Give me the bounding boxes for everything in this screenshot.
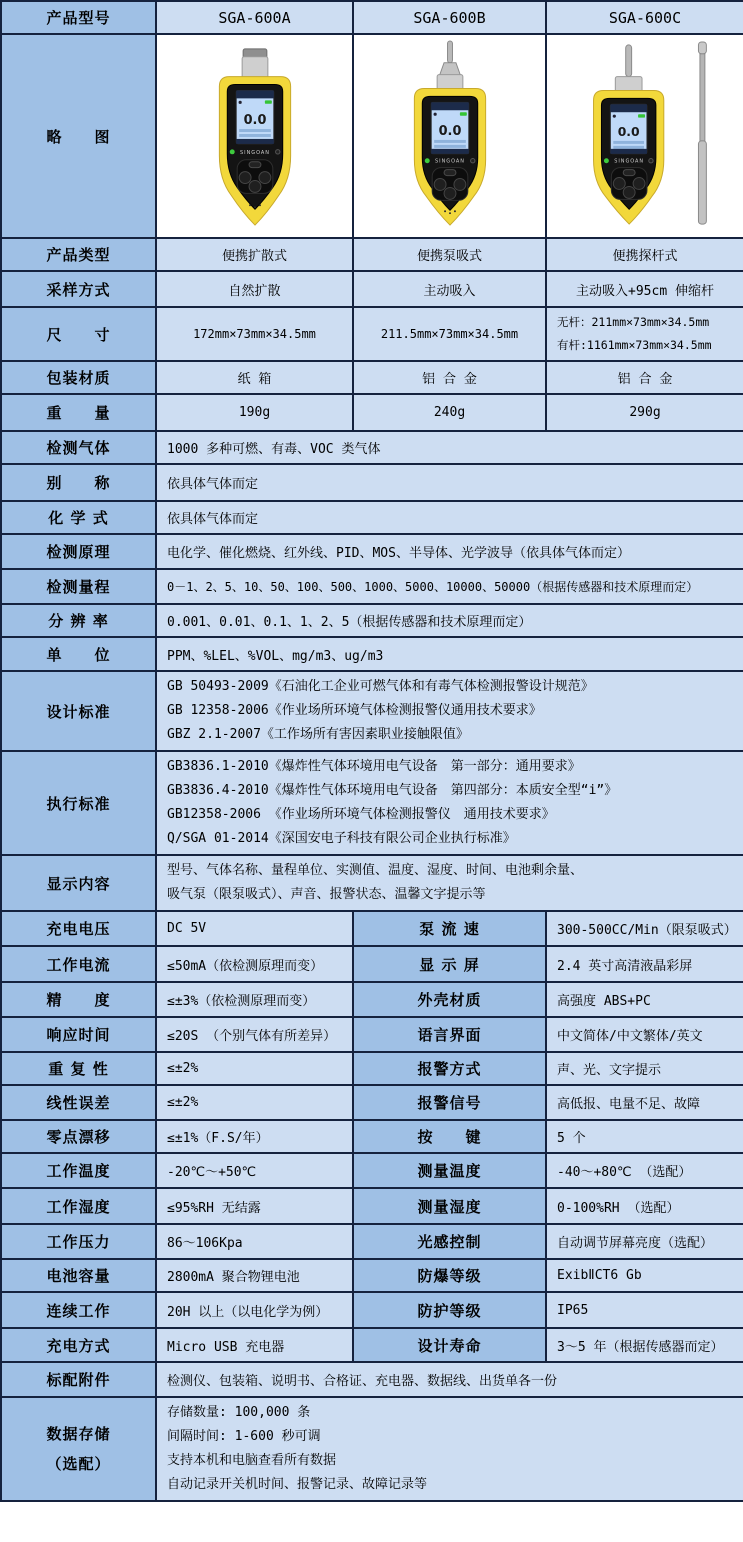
power-button-icon [649,159,653,163]
row-value: 型号、气体名称、量程单位、实测值、温度、湿度、时间、电池剩余量、 吸气泵（限泵吸式）、声音、报警状态、温馨文字提示等 [167,863,584,902]
row-label-right: 防护等级 [353,1292,546,1328]
row-label-left: 重 复 性 [1,1052,156,1085]
row-value: PPM、%LEL、%VOL、mg/m3、ug/m3 [156,637,743,671]
row-label-right: 测量湿度 [353,1188,546,1224]
sensor-cap [242,49,268,79]
row-label: 别 称 [1,464,156,501]
value-c: 无杆：211mm×73mm×34.5mm 有杆:1161mm×73mm×34.5mm [557,315,712,352]
row-working-current-display [1,946,743,982]
row-value-right: 2.4 英寸高清液晶彩屏 [546,946,743,982]
device-image-cell-c [546,34,743,238]
keypad [611,168,647,200]
model-name-c: SGA-600C [546,1,743,34]
row-value-right: 自动调节屏幕亮度（选配） [546,1224,743,1259]
enter-button [623,186,635,198]
row-working-humidity-measure-humidity [1,1188,743,1224]
row-value-left: ≤50mA（依检测原理而变） [156,946,353,982]
row-value-right: 高强度 ABS+PC [546,982,743,1017]
row-continuous-work-protection [1,1292,743,1328]
light-sensor-icon [275,150,279,154]
row-detected-gases [1,431,743,464]
row-value: 检测仪、包装箱、说明书、合格证、充电器、数据线、出货单各一份 [156,1362,743,1397]
right-button [633,178,645,190]
enter-button [444,187,456,199]
row-battery-explosion-proof [1,1259,743,1292]
device-image-sga-600a [180,37,330,231]
row-value-left: ≤20S （个别气体有所差异） [156,1017,353,1052]
row-product-model [1,1,743,34]
screen-reading: 0.0 [438,123,461,139]
row-packaging-material [1,361,743,394]
row-execution-standards [1,751,743,855]
row-value: GB3836.1-2010《爆炸性气体环境用电气设备 第一部分：通用要求》 GB3836.4-2010《爆炸性气体环境用电气设备 第四部分：本质安全型“i”》 GB12358-2006 《作业场所环境气体检测报警仪 通用技术要求》 Q/SGA 01-2014《深国安电子科技有限公司企业执行标准》 [167,759,618,846]
row-response-time-language [1,1017,743,1052]
row-sampling-method [1,271,743,307]
row-value-left: ≤±2% [156,1052,353,1085]
row-data-storage [1,1397,743,1501]
keypad [432,168,468,201]
row-label-left: 响应时间 [1,1017,156,1052]
battery-icon [638,114,645,117]
pump-probe [615,45,642,93]
value-a: 自然扩散 [156,271,353,307]
row-label-left: 工作电流 [1,946,156,982]
speaker-icon [613,115,616,118]
brand-logo: SINGOAN [239,149,270,156]
row-standard-accessories [1,1362,743,1397]
row-value-right: 中文简体/中文繁体/英文 [546,1017,743,1052]
row-working-pressure-light-control [1,1224,743,1259]
row-value-left: 20H 以上（以电化学为例） [156,1292,353,1328]
lcd-screen [236,90,274,143]
row-label: 显示内容 [1,855,156,911]
row-label-right: 外壳材质 [353,982,546,1017]
power-led [229,149,234,154]
row-value: 电化学、催化燃烧、红外线、PID、MOS、半导体、光学波导（依具体气体而定） [156,534,743,569]
row-label: 单 位 [1,637,156,671]
row-label-right: 设计寿命 [353,1328,546,1362]
row-zero-drift-buttons [1,1120,743,1153]
value-b: 240g [353,394,546,431]
row-value-right: ExibⅡCT6 Gb [546,1259,743,1292]
row-value-left: 86～106Kpa [156,1224,353,1259]
row-label-right: 测量温度 [353,1153,546,1188]
row-label-left: 工作湿度 [1,1188,156,1224]
menu-button [249,162,261,168]
pump-probe [437,41,463,90]
row-value-right: 高低报、电量不足、故障 [546,1085,743,1120]
row-label-left: 工作压力 [1,1224,156,1259]
keypad [237,160,273,194]
row-value: 依具体气体而定 [156,501,743,534]
left-button [434,179,446,191]
row-value: GB 50493-2009《石油化工企业可燃气体和有毒气体检测报警设计规范》 GB 12358-2006《作业场所环境气体检测报警仪通用技术要求》 GBZ 2.1-2007《工作场所有害因素职业接触限值》 [167,679,594,742]
row-alias [1,464,743,501]
row-value: 1000 多种可燃、有毒、VOC 类气体 [156,431,743,464]
row-charging-method-design-life [1,1328,743,1362]
row-label-right: 按 键 [353,1120,546,1153]
row-sketch [1,34,743,238]
row-label: 标配附件 [1,1362,156,1397]
row-units [1,637,743,671]
left-button [239,172,251,184]
brand-logo: SINGOAN [614,158,645,165]
screen-reading: 0.0 [243,113,266,129]
enter-button [249,181,261,193]
value-c: 便携探杆式 [546,238,743,271]
row-display-content [1,855,743,911]
row-label: 产品类型 [1,238,156,271]
model-name-a: SGA-600A [156,1,353,34]
row-product-type [1,238,743,271]
row-label-sketch: 略 图 [1,34,156,238]
row-label: 采样方式 [1,271,156,307]
row-label: 数据存储 （选配） [46,1425,111,1473]
row-value-left: ≤±1%（F.S/年） [156,1120,353,1153]
row-value-right: 300-500CC/Min（限泵吸式） [546,911,743,946]
row-value-left: ≤±2% [156,1085,353,1120]
model-name-b: SGA-600B [353,1,546,34]
row-value-left: ≤95%RH 无结露 [156,1188,353,1224]
row-label-product-model: 产品型号 [1,1,156,34]
row-label: 执行标准 [1,751,156,855]
value-c: 铝 合 金 [546,361,743,394]
battery-icon [459,112,466,115]
row-label: 化 学 式 [1,501,156,534]
value-c: 主动吸入+95cm 伸缩杆 [546,271,743,307]
row-label: 尺 寸 [1,307,156,361]
row-value-left: Micro USB 充电器 [156,1328,353,1362]
row-label: 分 辨 率 [1,604,156,637]
row-value-right: 3～5 年（根据传感器而定） [546,1328,743,1362]
row-label-right: 报警信号 [353,1085,546,1120]
battery-icon [264,100,271,103]
left-button [613,178,625,190]
row-value-left: ≤±3%（依检测原理而变） [156,982,353,1017]
row-label-right: 光感控制 [353,1224,546,1259]
value-b: 铝 合 金 [353,361,546,394]
row-label-left: 零点漂移 [1,1120,156,1153]
row-charging-voltage-pump-flow [1,911,743,946]
row-label-left: 工作温度 [1,1153,156,1188]
value-b: 便携泵吸式 [353,238,546,271]
row-detection-range [1,569,743,604]
row-label: 检测量程 [1,569,156,604]
row-value-right: 0-100%RH （选配） [546,1188,743,1224]
power-led [424,158,429,163]
row-label: 设计标准 [1,671,156,751]
row-value-left: -20℃～+50℃ [156,1153,353,1188]
power-button-icon [470,159,474,163]
lcd-screen [610,104,647,153]
row-label: 检测气体 [1,431,156,464]
screen-reading: 0.0 [617,124,640,139]
row-value-right: -40～+80℃ （选配） [546,1153,743,1188]
row-accuracy-shell-material [1,982,743,1017]
right-button [258,172,270,184]
row-chemical-formula [1,501,743,534]
telescopic-rod [698,42,706,224]
speaker-icon [238,101,241,104]
row-label: 检测原理 [1,534,156,569]
row-working-temp-measure-temp [1,1153,743,1188]
row-dimensions [1,307,743,361]
row-value-right: 声、光、文字提示 [546,1052,743,1085]
row-value: 0.001、0.01、0.1、1、2、5（根据传感器和技术原理而定） [156,604,743,637]
menu-button [444,170,456,176]
value-a: 纸 箱 [156,361,353,394]
row-resolution [1,604,743,637]
row-label-left: 连续工作 [1,1292,156,1328]
row-weight [1,394,743,431]
row-value-right: IP65 [546,1292,743,1328]
row-label-right: 泵 流 速 [353,911,546,946]
row-label-right: 显 示 屏 [353,946,546,982]
device-image-sga-600b [375,37,525,231]
row-design-standards [1,671,743,751]
power-led [604,158,609,163]
row-linearity-alarm-signal [1,1085,743,1120]
row-label-right: 语言界面 [353,1017,546,1052]
menu-button [623,170,635,176]
value-a: 190g [156,394,353,431]
lcd-screen [431,102,469,153]
device-image-cell-b [353,34,546,238]
row-label: 重 量 [1,394,156,431]
row-value-left: 2800mA 聚合物锂电池 [156,1259,353,1292]
value-a: 便携扩散式 [156,238,353,271]
value-a: 172mm×73mm×34.5mm [156,307,353,361]
row-label-left: 充电方式 [1,1328,156,1362]
row-label: 包装材质 [1,361,156,394]
value-c: 290g [546,394,743,431]
row-label-right: 报警方式 [353,1052,546,1085]
row-value: 0－1、2、5、10、50、100、500、1000、5000、10000、50000（根据传感器和技术原理而定） [156,569,743,604]
right-button [453,179,465,191]
row-label-left: 充电电压 [1,911,156,946]
row-label-left: 电池容量 [1,1259,156,1292]
value-b: 211.5mm×73mm×34.5mm [353,307,546,361]
row-value-left: DC 5V [156,911,353,946]
row-label-right: 防爆等级 [353,1259,546,1292]
row-value: 依具体气体而定 [156,464,743,501]
device-image-cell-a [156,34,353,238]
row-value: 存储数量: 100,000 条 间隔时间: 1-600 秒可调 支持本机和电脑查看所有数据 自动记录开关机时间、报警记录、故障记录等 [167,1405,428,1492]
row-repeatability-alarm-mode [1,1052,743,1085]
row-label-left: 精 度 [1,982,156,1017]
value-b: 主动吸入 [353,271,546,307]
brand-logo: SINGOAN [434,158,465,165]
row-label-left: 线性误差 [1,1085,156,1120]
row-detection-principle [1,534,743,569]
device-image-sga-600c [565,37,725,231]
speaker-icon [433,113,436,116]
row-value-right: 5 个 [546,1120,743,1153]
